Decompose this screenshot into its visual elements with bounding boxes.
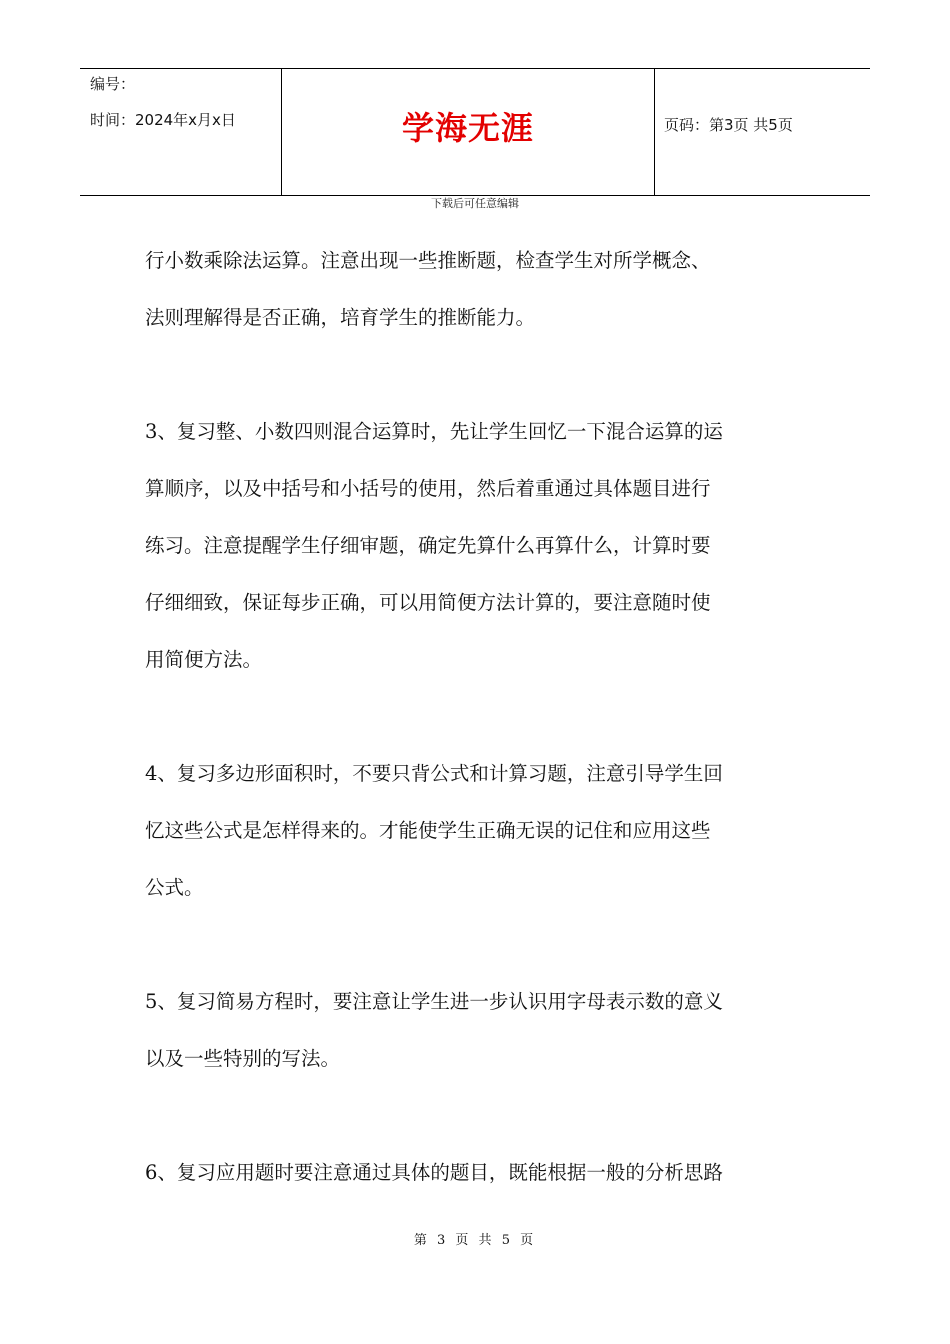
page-footer: 第 3 页 共 5 页 (413, 1233, 537, 1248)
body-line: 练习。注意提醒学生仔细审题，确定先算什么再算什么，计算时要 (145, 534, 711, 557)
body-line: 忆这些公式是怎样得来的。才能使学生正确无误的记住和应用这些 (145, 819, 711, 842)
body-line: 算顺序，以及中括号和小括号的使用，然后着重通过具体题目进行 (145, 477, 711, 500)
body-line: 5、复习简易方程时，要注意让学生进一步认识用字母表示数的意义 (145, 990, 723, 1013)
body-line: 用简便方法。 (145, 648, 263, 671)
body-line: 3、复习整、小数四则混合运算时，先让学生回忆一下混合运算的运 (145, 420, 723, 443)
body-line: 公式。 (145, 876, 204, 899)
body-line: 行小数乘除法运算。注意出现一些推断题，检查学生对所学概念、 (145, 249, 711, 272)
brand-title: 学海无涯 (401, 109, 534, 147)
body-line: 仔细细致，保证每步正确，可以用简便方法计算的，要注意随时使 (145, 591, 711, 614)
page-code-label: 页码：第3页 共5页 (664, 116, 793, 134)
serial-number-label: 编号： (90, 75, 136, 93)
header-right-cell (655, 69, 870, 195)
body-line: 6、复习应用题时要注意通过具体的题目，既能根据一般的分析思路 (145, 1161, 723, 1184)
header-left-cell (80, 69, 282, 195)
date-label: 时间：2024年x月x日 (90, 111, 236, 129)
download-note: 下载后可任意编辑 (431, 197, 519, 210)
body-line: 法则理解得是否正确，培育学生的推断能力。 (145, 306, 536, 329)
body-line: 4、复习多边形面积时，不要只背公式和计算习题，注意引导学生回 (145, 762, 723, 785)
body-line: 以及一些特别的写法。 (145, 1047, 341, 1070)
header-title-cell (282, 69, 655, 195)
document-header (80, 68, 870, 196)
